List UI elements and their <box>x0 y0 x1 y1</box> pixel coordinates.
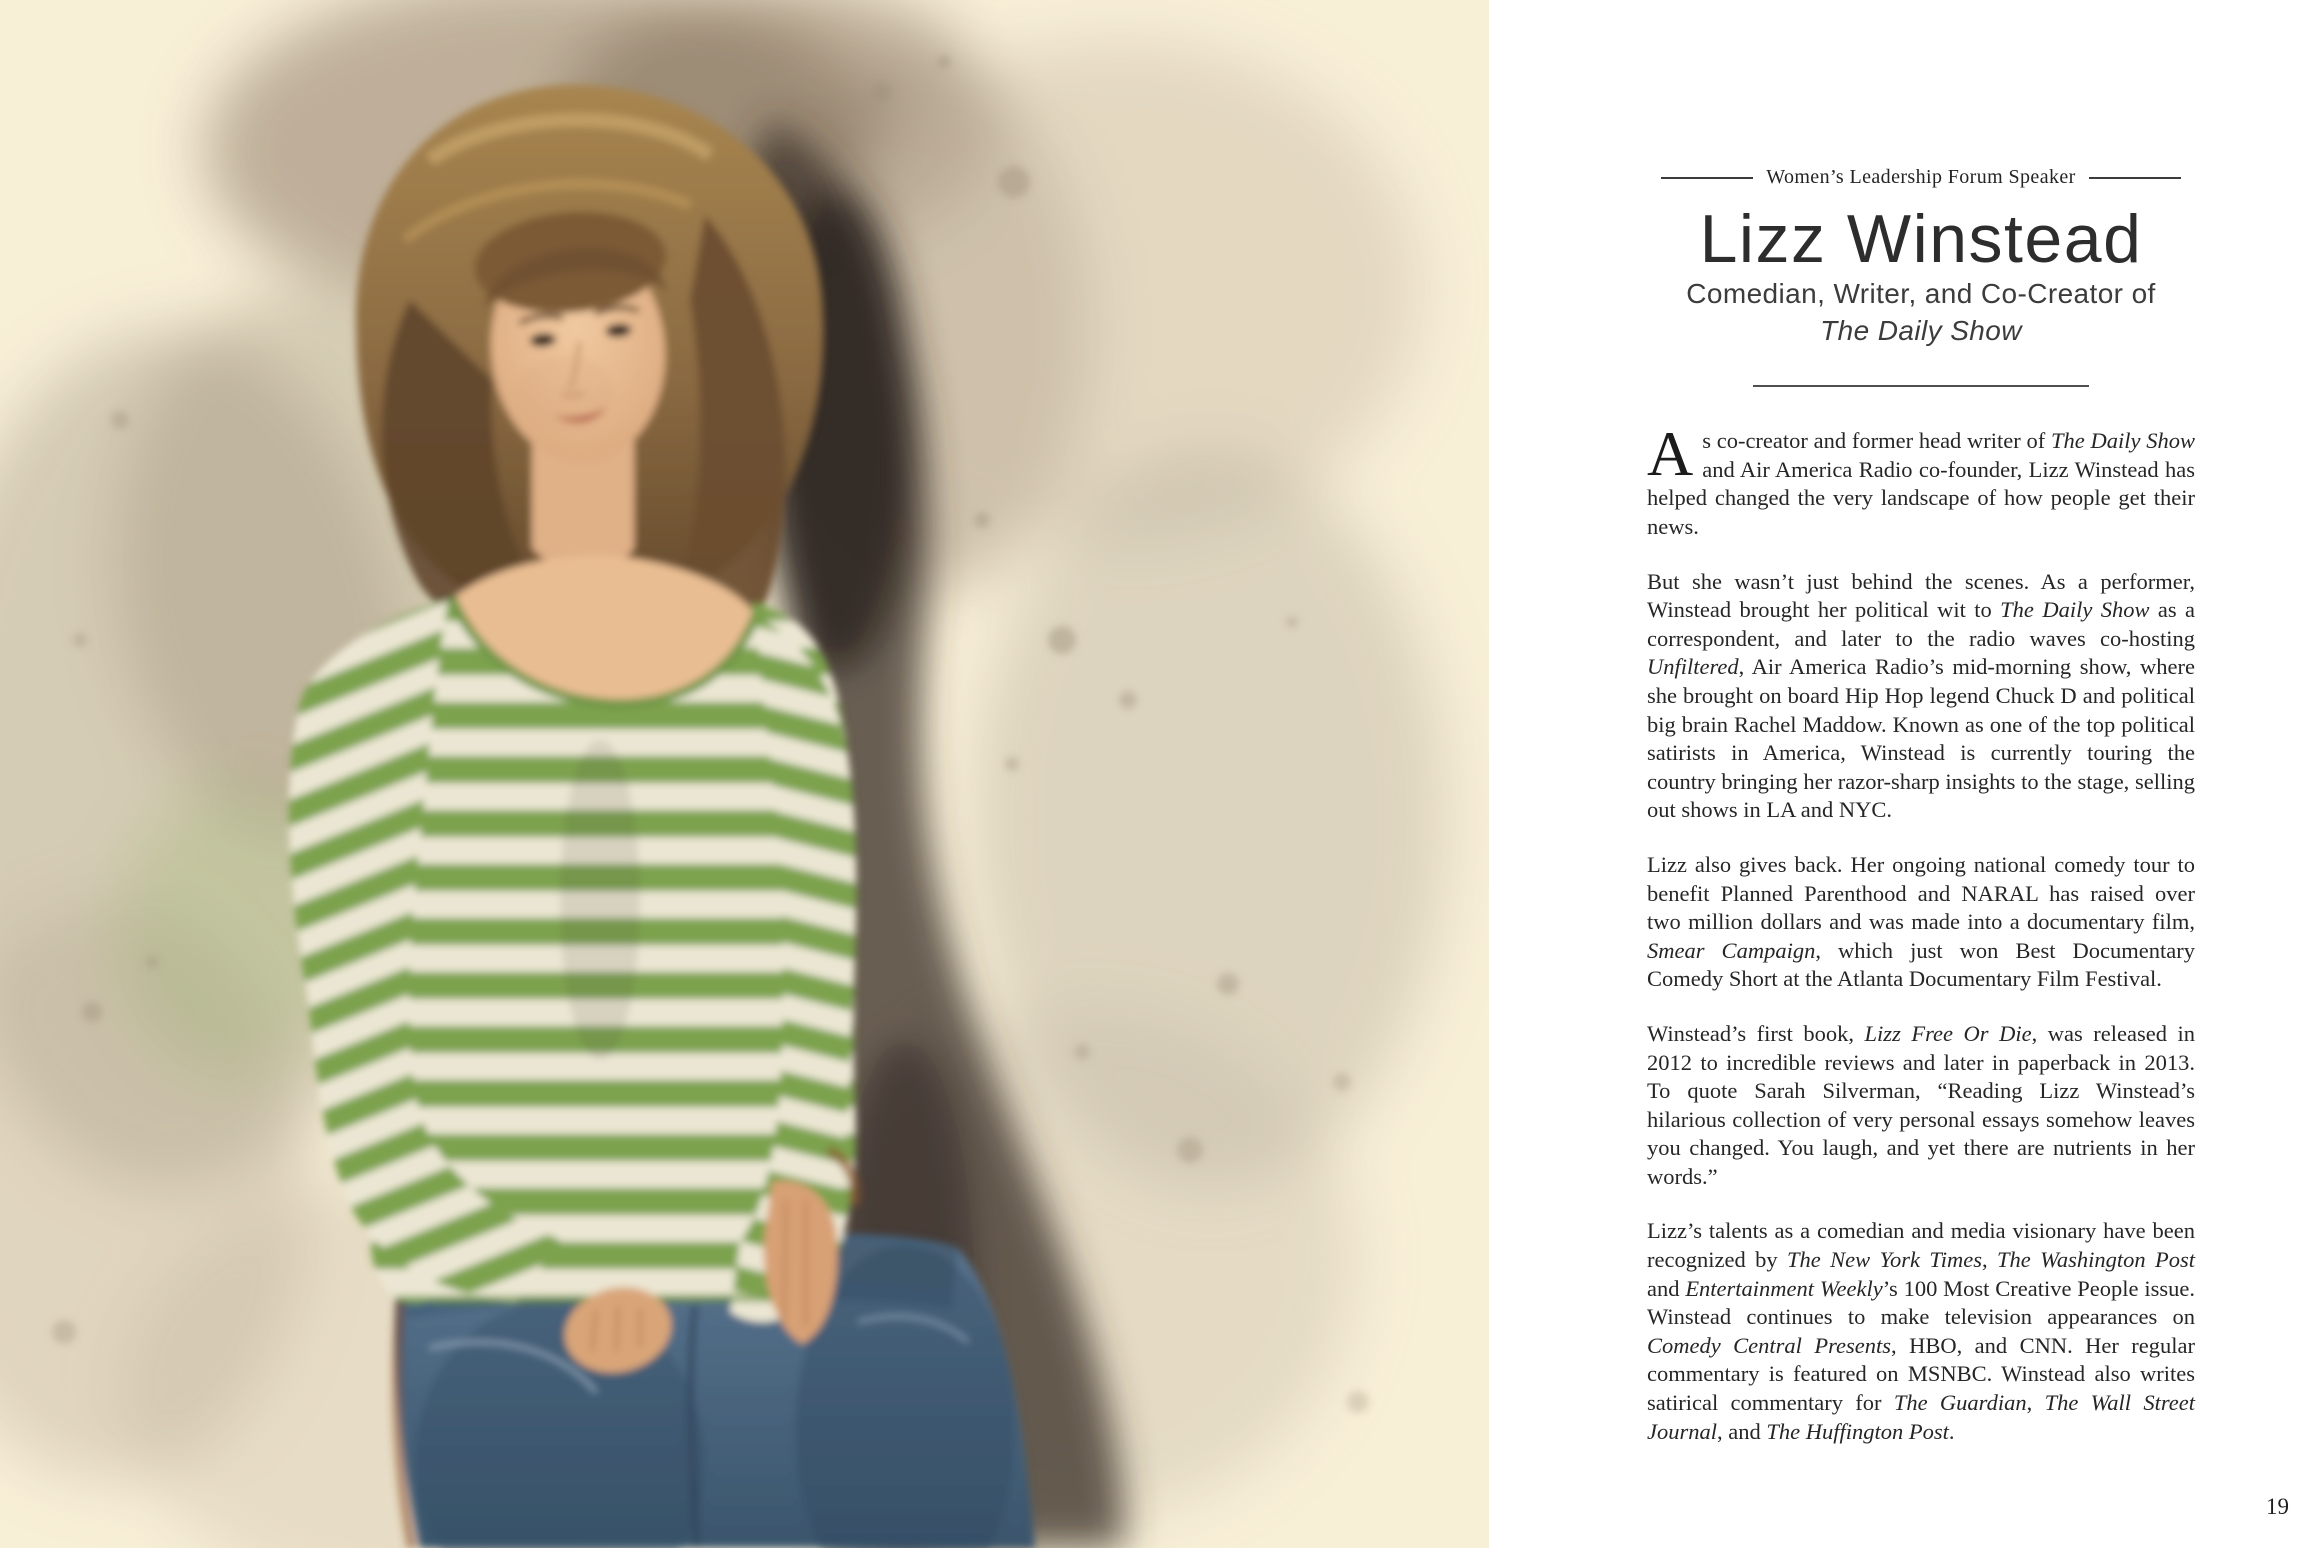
italic-text: Unfiltered <box>1647 654 1739 680</box>
italic-text: Smear Campaign <box>1647 937 1816 963</box>
kicker-line-left <box>1661 177 1753 179</box>
italic-text: The Washington Post <box>1997 1247 2196 1273</box>
page-title: Lizz Winstead <box>1699 201 2143 277</box>
body-text: as a correspondent, and later to the radio waves co-hosting <box>1647 597 2195 651</box>
kicker <box>1647 166 2195 189</box>
body-text: and Air America Radio co-founder, Lizz Winstead has helped changed the very landscape of how people get their news. <box>1647 456 2195 539</box>
article-paragraph <box>1647 568 2195 825</box>
italic-text: The Daily Show <box>2000 597 2150 623</box>
italic-text: Entertainment Weekly <box>1685 1275 1883 1301</box>
body-text: and <box>1647 1275 1686 1301</box>
divider-rule <box>1753 385 2089 387</box>
body-text: , and <box>1717 1418 1767 1444</box>
italic-text: The Wall Street Journal <box>1647 1390 2196 1444</box>
body-text: But she wasn’t just behind the scenes. As a performer, Winstead brought her political wit to <box>1647 568 2195 623</box>
drop-cap: A <box>1647 418 1694 490</box>
subtitle-line-1: Comedian, Writer, and Co-Creator of <box>1686 278 2156 310</box>
body-text: , <box>2026 1390 2045 1416</box>
kicker-label: Women’s Leadership Forum Speaker <box>1766 166 2076 188</box>
italic-text: The Daily Show <box>2051 428 2196 454</box>
subtitle-line-2: The Daily Show <box>1820 314 2022 346</box>
body-text: , HBO, and CNN. Her regular commentary is featured on MSNBC. Winstead also writes satirical commentary for <box>1647 1332 2196 1416</box>
body-text: s co-creator and former head writer of <box>1702 428 2052 454</box>
body-text: Lizz also gives back. Her ongoing national comedy tour to benefit Planned Parenthood and NARAL has raised over two million dollars and was made into a documentary film, <box>1647 851 2195 935</box>
page-content <box>1647 0 2195 1472</box>
italic-text: The Huffington Post <box>1766 1418 1949 1444</box>
body-text: , was released in 2012 to incredible reviews and later in paperback in 2013. To quote Sarah Silverman, “Reading Lizz Winstead’s hilarious collection of very personal essays somehow leaves you changed. You laugh, and yet there are nutrients in her words.” <box>1647 1020 2195 1189</box>
body-text: Winstead’s first book, <box>1647 1020 1865 1046</box>
article-body <box>1647 418 2196 1446</box>
article-paragraph <box>1647 418 2196 541</box>
body-text: , <box>1981 1247 1997 1273</box>
body-text: . <box>1948 1418 1955 1444</box>
italic-text: Lizz Free Or Die <box>1864 1020 2032 1046</box>
body-text: Lizz’s talents as a comedian and media visionary have been recognized by <box>1647 1218 2195 1273</box>
right-page <box>1489 0 2319 1548</box>
kicker-line-right <box>2089 177 2181 179</box>
body-text: , Air America Radio’s mid-morning show, where she brought on board Hip Hop legend Chuck D and political big brain Rachel Maddow. Known as one of the top political satirists in America, Winstead is currently touring the country bringing her razor-sharp insights to the stage, selling out shows in LA and NYC. <box>1647 654 2195 823</box>
article-paragraph <box>1647 1020 2195 1192</box>
italic-text: The Guardian <box>1893 1390 2027 1416</box>
body-text: ’s 100 Most Creative People issue. Winstead continues to make television appearances on <box>1647 1275 2195 1330</box>
page-number: 19 <box>2266 1494 2289 1519</box>
article-paragraph <box>1647 851 2195 994</box>
italic-text: Comedy Central Presents <box>1647 1332 1892 1358</box>
body-text: , which just won Best Documentary Comedy Short at the Atlanta Documentary Film Festival. <box>1647 937 2196 992</box>
italic-text: The New York Times <box>1787 1247 1982 1273</box>
article-paragraph <box>1647 1217 2195 1446</box>
